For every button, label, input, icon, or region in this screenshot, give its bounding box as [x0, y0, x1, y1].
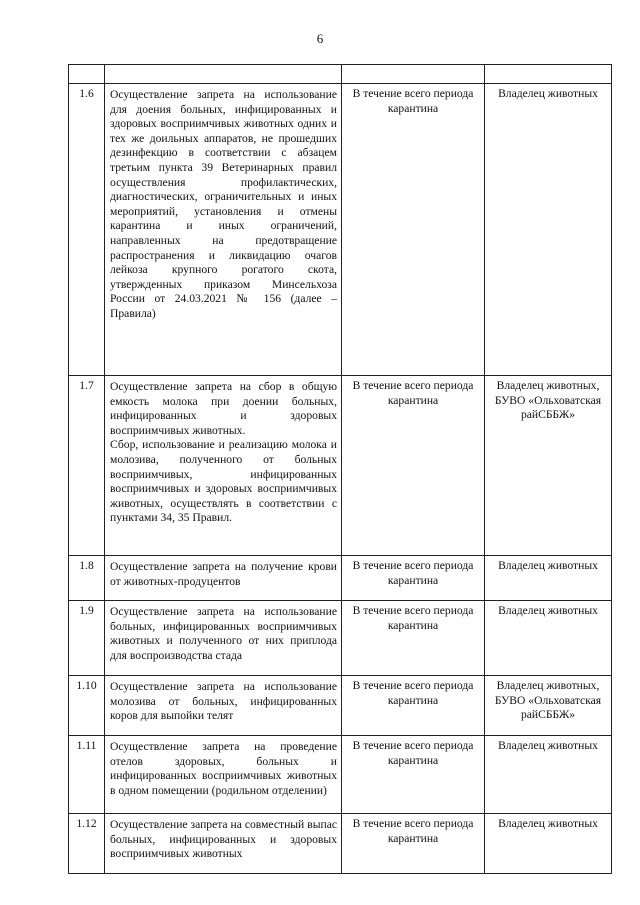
row-action — [105, 376, 342, 556]
row-responsible: Владелец животных — [485, 814, 612, 874]
row-action — [105, 736, 342, 814]
action-text: Сбор, использование и реализацию молока и молозива, полученного от больных восприимчивых, инфицированных восприимчивых и здоровых восприимчивых животных, осуществлять в соответствии с пунктами 34, 35 Правил. — [110, 438, 337, 525]
table-row — [69, 376, 612, 556]
row-term: В течение всего периода карантина — [342, 676, 485, 736]
action-text: Осуществление запрета на использование для доения больных, инфицированных и здоровых восприимчивых животных одних и тех же доильных аппаратов, не прошедших дезинфекцию в соответствии с абзацем третьим пункта 39 Ветеринарных правил осуществления профилактических, диагностических, ограничительных и иных мероприятий, установления и отмены карантина и иных ограничений, направленных на предотвращение распространения и ликвидацию очагов лейкоза крупного рогатого скота, утвержденных приказом Минсельхоза России от 24.03.2021 № 156 (далее – Правила) — [110, 88, 337, 320]
row-term: В течение всего периода карантина — [342, 556, 485, 601]
action-text: Осуществление запрета на сбор в общую емкость молока при доении больных, инфицированных и здоровых восприимчивых животных. — [110, 380, 337, 437]
action-text: Осуществление запрета на проведение отелов здоровых, больных и инфицированных восприимчивых животных в одном помещении (родильном отделении) — [110, 740, 337, 797]
row-number: 1.11 — [69, 736, 105, 814]
row-number: 1.7 — [69, 376, 105, 556]
row-number: 1.10 — [69, 676, 105, 736]
row-term: В течение всего периода карантина — [342, 736, 485, 814]
row-term: В течение всего периода карантина — [342, 376, 485, 556]
row-responsible: Владелец животных — [485, 736, 612, 814]
table-row — [69, 676, 612, 736]
table-cell — [105, 65, 342, 84]
table-row — [69, 814, 612, 874]
row-responsible: Владелец животных — [485, 84, 612, 376]
row-term: В течение всего периода карантина — [342, 814, 485, 874]
row-action — [105, 814, 342, 874]
row-term: В течение всего периода карантина — [342, 84, 485, 376]
page-number: 6 — [316, 31, 324, 46]
row-responsible: Владелец животных — [485, 601, 612, 676]
row-action — [105, 84, 342, 376]
row-number: 1.8 — [69, 556, 105, 601]
table-cell — [342, 65, 485, 84]
row-responsible: Владелец животных — [485, 556, 612, 601]
table-row — [69, 84, 612, 376]
table-row — [69, 601, 612, 676]
action-text: Осуществление запрета на совместный выпас больных, инфицированных и здоровых восприимчивых животных — [110, 818, 337, 861]
action-text: Осуществление запрета на получение крови от животных-продуцентов — [110, 560, 337, 588]
action-text: Осуществление запрета на использование молозива от больных, инфицированных коров для выпойки телят — [110, 680, 337, 723]
row-number: 1.6 — [69, 84, 105, 376]
row-action — [105, 601, 342, 676]
action-text: Осуществление запрета на использование больных, инфицированных восприимчивых животных и полученного от них приплода для воспроизводства стада — [110, 605, 337, 662]
table-cell — [485, 65, 612, 84]
row-action — [105, 676, 342, 736]
table-cell — [69, 65, 105, 84]
row-responsible: Владелец животных, БУВО «Ольховатская райСББЖ» — [485, 376, 612, 556]
table-row — [69, 736, 612, 814]
table-header-remnant-row — [69, 65, 612, 84]
table-row — [69, 556, 612, 601]
row-action — [105, 556, 342, 601]
row-responsible: Владелец животных, БУВО «Ольховатская райСББЖ» — [485, 676, 612, 736]
row-number: 1.12 — [69, 814, 105, 874]
row-number: 1.9 — [69, 601, 105, 676]
measures-table — [68, 64, 612, 874]
row-term: В течение всего периода карантина — [342, 601, 485, 676]
